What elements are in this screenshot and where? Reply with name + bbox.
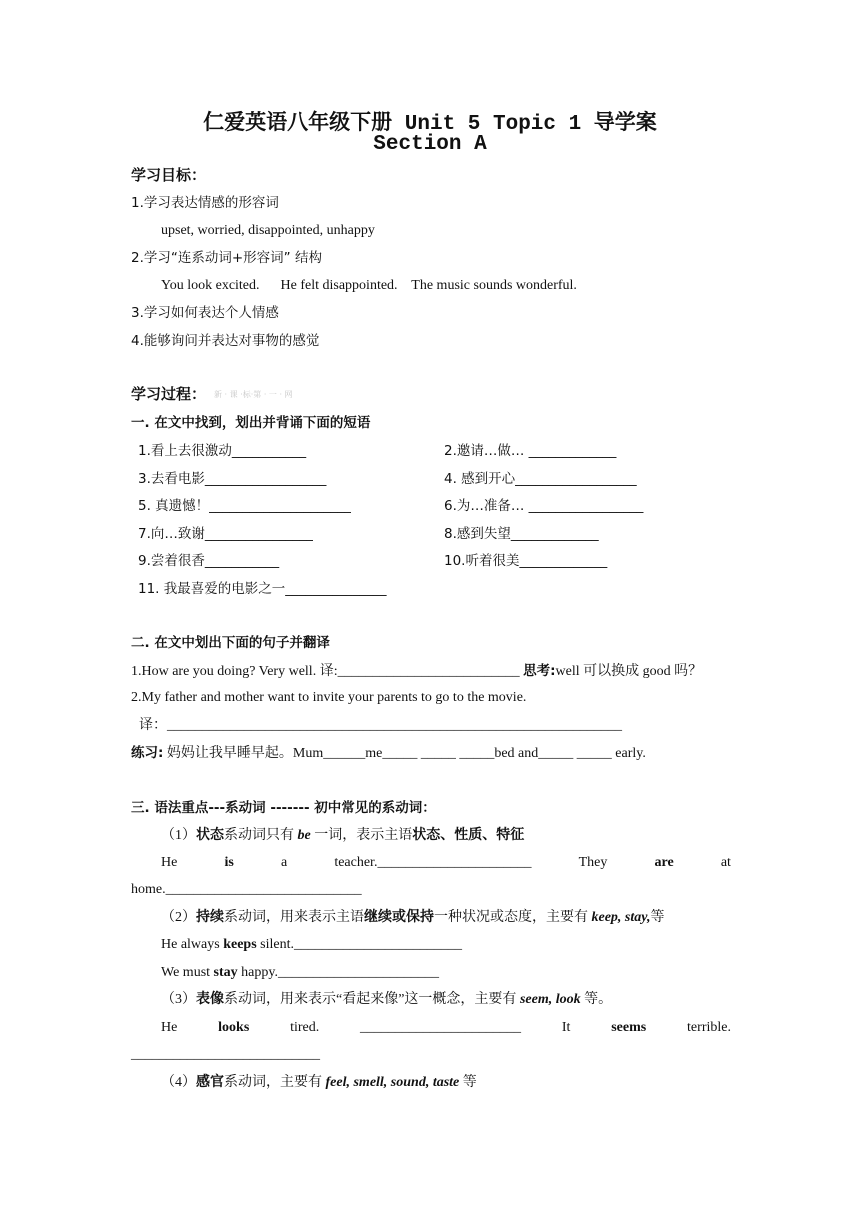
example-state [161,854,731,872]
document-subtitle: Section A [373,133,487,156]
phrase-item: 2.邀请…做… _____________ [444,443,617,459]
keyword: 继续或保持 [364,910,434,925]
text: 等 [459,1075,477,1090]
sentence-1 [131,662,702,681]
practice-label: 练习: [131,745,164,761]
watermark: 新 · 课 ·标·第 · 一 · 网 [214,389,293,399]
text: 系动词，用来表示主语 [224,910,364,925]
item-number: （3） [161,992,196,1007]
phrase-item: 3.去看电影__________________ [138,471,327,487]
word: They [578,855,608,870]
practice-line [131,744,646,763]
word: at [720,855,731,870]
text: He always [161,937,224,952]
item-number: （1） [161,828,196,843]
text: 系动词，主要有 [224,1075,326,1090]
phrase-item: 6.为…准备… _________________ [444,498,644,514]
objective-3: 3.学习如何表达个人情感 [131,305,279,321]
section-1-heading: 一. 在文中找到，划出并背诵下面的短语 [131,415,371,431]
text: silent.________________________ [256,937,462,952]
phrase-item: 1.看上去很激动___________ [138,443,307,459]
practice-text: 妈妈让我早睡早起。Mum______me_____ _____ _____bed and_____ _____ early. [163,746,646,761]
item-number: （4） [161,1075,196,1090]
example-stay [161,964,439,982]
sentence-2: 2.My father and mother want to invite your parents to go to the movie. [131,690,527,705]
keyword: 表像 [196,992,224,1007]
phrase-item: 10.听着很美_____________ [444,553,608,569]
verb-example: seem, look [519,992,581,1007]
word: It [561,1020,571,1035]
objective-1: 1.学习表达情感的形容词 [131,195,279,211]
word: _______________________ [360,1020,522,1035]
text: 系动词，用来表示“看起来像”这一概念，主要有 [224,992,520,1007]
phrase-item: 4. 感到开心__________________ [444,471,637,487]
phrase-item: 8.感到失望_____________ [444,526,599,542]
phrase-item: 5. 真遗憾！_____________________ [138,498,351,514]
verb: are [654,855,674,870]
text: 等。 [580,992,613,1007]
keyword: 感官 [196,1075,224,1090]
think-label: 思考: [523,663,556,679]
keyword: 状态、性质、特征 [412,828,525,843]
process-heading [131,385,293,404]
keyword: 持续 [196,910,224,925]
text: We must [161,965,214,980]
text: 一种状况或态度，主要有 [434,910,592,925]
item-number: （2） [161,910,196,925]
word: a [280,855,288,870]
objective-1-words: upset, worried, disappointed, unhappy [161,223,375,238]
phrase-item: 7.向…致谢________________ [138,526,313,542]
objective-4: 4.能够询问并表达对事物的感觉 [131,333,320,349]
verb: looks [218,1020,250,1035]
objectives-heading: 学习目标： [131,166,207,184]
section-2-heading: 二. 在文中划出下面的句子并翻译 [131,635,330,651]
objective-2-examples: You look excited. He felt disappointed. The music sounds wonderful. [161,278,577,293]
word: teacher.______________________ [334,855,532,870]
word: He [161,855,178,870]
think-question: well 可以换成 good 吗？ [555,664,703,679]
example-keep [161,936,462,954]
text: happy._______________________ [237,965,439,980]
linking-verb-senses [161,1074,477,1092]
text: 系动词只有 [224,828,298,843]
verb-example: feel, smell, sound, taste [325,1075,460,1090]
verb-example: keep, stay, [591,910,651,925]
example-appearance-cont: ___________________________ [131,1047,320,1062]
text: 等 [650,910,665,925]
keyword: 状态 [196,828,224,843]
word: tired. [290,1020,320,1035]
word: terrible. [687,1020,731,1035]
sentence-1-text: 1.How are you doing? Very well. 译:__________________________ [131,664,524,679]
verb-example: be [297,828,311,843]
section-3-heading: 三. 语法重点---系动词 ------- 初中常见的系动词： [131,800,436,816]
linking-verb-state [161,827,524,845]
phrase-item: 9.尝着很香___________ [138,553,280,569]
example-appearance [161,1019,731,1037]
linking-verb-appearance [161,991,612,1009]
linking-verb-continuous [161,909,664,927]
verb: is [224,855,234,870]
verb: keeps [223,937,257,952]
document-title: 仁爱英语八年级下册 Unit 5 Topic 1 导学案 [203,113,657,136]
word: He [161,1020,178,1035]
verb: seems [611,1020,647,1035]
example-state-cont: home.____________________________ [131,882,362,897]
verb: stay [213,965,238,980]
phrase-item: 11. 我最喜爱的电影之一_______________ [138,581,387,597]
process-heading-text: 学习过程： [131,385,207,403]
sentence-2-translation: 译：_________________________________________________________________ [139,718,622,733]
text: 一词，表示主语 [310,828,413,843]
objective-2: 2.学习“连系动词+形容词” 结构 [131,250,322,266]
